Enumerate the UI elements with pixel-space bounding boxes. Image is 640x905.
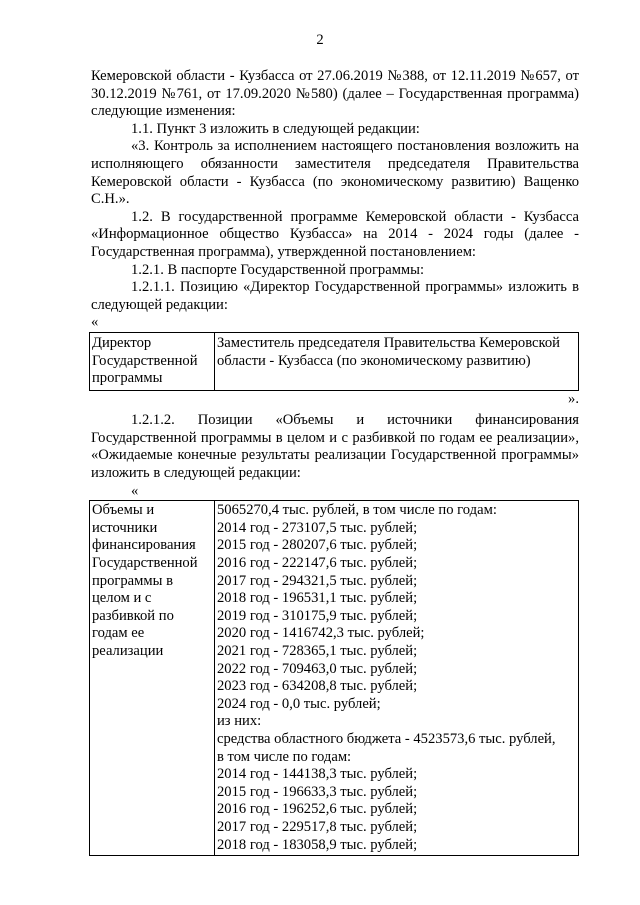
funding-label-line: Объемы и bbox=[92, 502, 155, 519]
funding-year-line: 2023 год - 634208,8 тыс. рублей; bbox=[217, 678, 418, 695]
paragraph-1-2-1: 1.2.1. В паспорте Государственной программы: bbox=[131, 261, 425, 278]
table-row bbox=[90, 332, 579, 390]
funding-label-line: разбивкой по bbox=[92, 607, 174, 624]
quote-open-2: « bbox=[131, 482, 139, 499]
funding-year-line: 2014 год - 273107,5 тыс. рублей; bbox=[217, 519, 418, 536]
funding-year-line: 2021 год - 728365,1 тыс. рублей; bbox=[217, 643, 418, 659]
funding-year-line: 2015 год - 280207,6 тыс. рублей; bbox=[217, 537, 418, 554]
regional-year-line: 2018 год - 183058,9 тыс. рублей; bbox=[217, 836, 418, 853]
director-table bbox=[89, 332, 579, 391]
regional-year-line: 2017 год - 229517,8 тыс. рублей; bbox=[217, 818, 418, 835]
director-value-cell: Заместитель председателя Правительства Кемеровской области - Кузбасса (по экономическому развитию) bbox=[215, 332, 579, 390]
funding-label-line: источники bbox=[92, 519, 158, 536]
quote-open-1: « bbox=[91, 314, 99, 331]
funding-year-line: 2017 год - 294321,5 тыс. рублей; bbox=[217, 572, 418, 589]
funding-year-line: 2022 год - 709463,0 тыс. рублей; bbox=[217, 660, 418, 677]
funding-year-line: 2020 год - 1416742,3 тыс. рублей; bbox=[217, 625, 425, 642]
funding-label-line: Государственной bbox=[92, 555, 198, 572]
funding-table bbox=[89, 500, 579, 856]
funding-subheading: из них: bbox=[217, 713, 262, 730]
regional-year-line: 2016 год - 196252,6 тыс. рублей; bbox=[217, 801, 418, 818]
funding-label-line: реализации bbox=[92, 643, 164, 659]
funding-label-line: годам ее bbox=[92, 625, 145, 642]
funding-year-line: 2018 год - 196531,1 тыс. рублей; bbox=[217, 590, 418, 607]
regional-budget-total: средства областного бюджета - 4523573,6 тыс. рублей, bbox=[217, 730, 556, 747]
paragraph-1-2: 1.2. В государственной программе Кемеровской области - Кузбасса «Информационное общество Кузбасса» на 2014 - 2024 годы (далее - Государственная программа), утвержденной постановлением: bbox=[91, 208, 579, 260]
paragraph-1-1: 1.1. Пункт 3 изложить в следующей редакции: bbox=[131, 120, 420, 137]
funding-value-cell bbox=[215, 501, 579, 856]
paragraph-1-2-1-1: 1.2.1.1. Позицию «Директор Государственной программы» изложить в следующей редакции: bbox=[91, 279, 579, 313]
funding-year-line: 2019 год - 310175,9 тыс. рублей; bbox=[217, 607, 418, 624]
funding-subheading: в том числе по годам: bbox=[217, 748, 352, 765]
paragraph-intro: Кемеровской области - Кузбасса от 27.06.2019 №388, от 12.11.2019 №657, от 30.12.2019 №761, от 17.09.2020 №580) (далее – Государственная программа) следующие изменения: bbox=[91, 68, 579, 120]
funding-year-line: 2016 год - 222147,6 тыс. рублей; bbox=[217, 555, 418, 572]
table-row bbox=[90, 501, 579, 856]
director-label-cell: Директор Государственной программы bbox=[90, 332, 215, 390]
document-body bbox=[91, 68, 579, 856]
funding-label-cell bbox=[90, 501, 215, 856]
funding-label-line: программы в bbox=[92, 572, 173, 589]
paragraph-1-2-1-2: 1.2.1.2. Позиции «Объемы и источники финансирования Государственной программы в целом и с разбивкой по годам ее реализации», «Ожидаемые конечные результаты реализации Государственной программы» изложить в следующей редакции: bbox=[91, 412, 579, 482]
funding-label-line: целом и с bbox=[92, 590, 152, 607]
paragraph-point-3: «3. Контроль за исполнением настоящего постановления возложить на исполняющего обязанности заместителя председателя Правительства Кемеровской области - Кузбасса (по экономическому развитию) Ващенко С.Н.». bbox=[91, 138, 579, 208]
page-number: 2 bbox=[316, 32, 324, 48]
regional-year-line: 2014 год - 144138,3 тыс. рублей; bbox=[217, 766, 418, 783]
funding-year-line: 2024 год - 0,0 тыс. рублей; bbox=[217, 695, 381, 712]
regional-year-line: 2015 год - 196633,3 тыс. рублей; bbox=[217, 783, 418, 800]
quote-close-1: ». bbox=[568, 390, 579, 407]
funding-label-line: финансирования bbox=[92, 537, 196, 554]
funding-total: 5065270,4 тыс. рублей, в том числе по годам: bbox=[217, 502, 497, 519]
